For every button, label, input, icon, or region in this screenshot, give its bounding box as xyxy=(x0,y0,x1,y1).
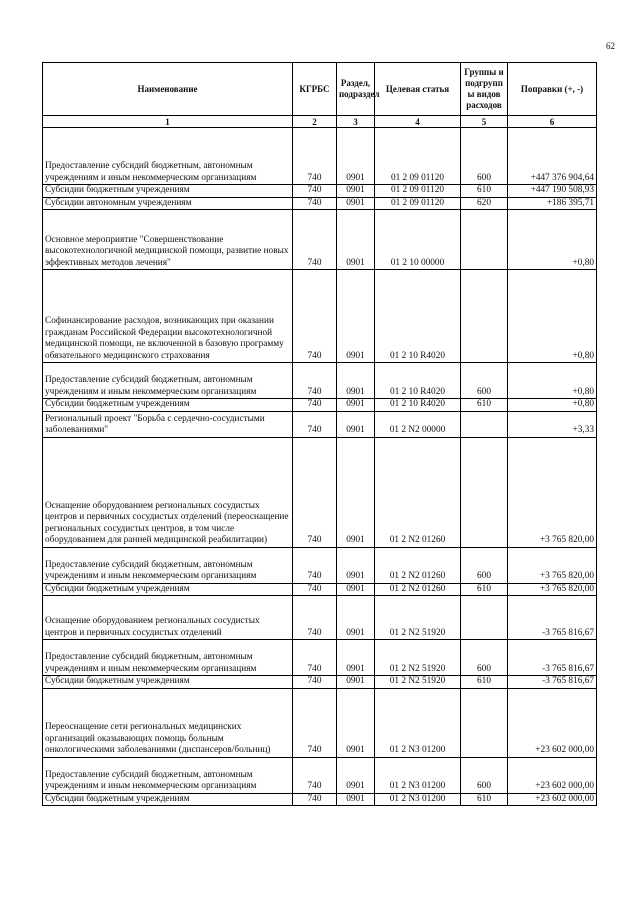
row-expense-group xyxy=(461,411,508,437)
table-body xyxy=(43,128,597,806)
row-section: 0901 xyxy=(337,363,375,399)
row-name: Предоставление субсидий бюджетным, автономным учреждениям и иным некоммерческим организациям xyxy=(43,128,293,185)
row-amendment: +0,80 xyxy=(508,363,597,399)
table-row xyxy=(43,197,597,210)
row-expense-group: 600 xyxy=(461,640,508,676)
row-expense-group: 600 xyxy=(461,547,508,583)
row-name: Предоставление субсидий бюджетным, автономным учреждениям и иным некоммерческим организациям xyxy=(43,640,293,676)
row-kgrbs: 740 xyxy=(293,757,337,793)
row-section: 0901 xyxy=(337,547,375,583)
row-expense-group: 610 xyxy=(461,399,508,412)
row-kgrbs: 740 xyxy=(293,547,337,583)
row-expense-group xyxy=(461,596,508,640)
row-expense-group: 600 xyxy=(461,128,508,185)
row-name: Субсидии бюджетным учреждениям xyxy=(43,399,293,412)
table-row xyxy=(43,363,597,399)
row-section: 0901 xyxy=(337,197,375,210)
row-target-article: 01 2 10 00000 xyxy=(375,210,461,270)
row-expense-group: 600 xyxy=(461,757,508,793)
header-name: Наименование xyxy=(43,63,293,116)
row-target-article: 01 2 N2 51920 xyxy=(375,596,461,640)
row-target-article: 01 2 N2 51920 xyxy=(375,676,461,689)
row-section: 0901 xyxy=(337,210,375,270)
row-kgrbs: 740 xyxy=(293,363,337,399)
column-index: 4 xyxy=(375,116,461,128)
row-name: Переоснащение сети региональных медицинских организаций оказывающих помощь больным онкологическими заболеваниями (диспансеров/больниц) xyxy=(43,688,293,757)
table-row xyxy=(43,640,597,676)
row-target-article: 01 2 09 01120 xyxy=(375,197,461,210)
column-index: 6 xyxy=(508,116,597,128)
row-section: 0901 xyxy=(337,640,375,676)
column-index: 2 xyxy=(293,116,337,128)
row-name: Предоставление субсидий бюджетным, автономным учреждениям и иным некоммерческим организациям xyxy=(43,547,293,583)
row-expense-group xyxy=(461,437,508,547)
row-name: Оснащение оборудованием региональных сосудистых центров и первичных сосудистых отделений (переоснащение региональных сосудистых центров, в том числе оборудованием для ранней медицинской реабилитации) xyxy=(43,437,293,547)
table-row xyxy=(43,270,597,363)
row-expense-group: 600 xyxy=(461,363,508,399)
row-kgrbs: 740 xyxy=(293,270,337,363)
column-index: 1 xyxy=(43,116,293,128)
row-amendment: +23 602 000,00 xyxy=(508,793,597,806)
column-index: 3 xyxy=(337,116,375,128)
row-target-article: 01 2 N2 01260 xyxy=(375,437,461,547)
row-section: 0901 xyxy=(337,596,375,640)
row-name: Субсидии бюджетным учреждениям xyxy=(43,676,293,689)
header-amendments: Поправки (+, -) xyxy=(508,63,597,116)
row-expense-group: 610 xyxy=(461,185,508,198)
column-index: 5 xyxy=(461,116,508,128)
table-row xyxy=(43,437,597,547)
budget-amendments-table xyxy=(42,62,597,806)
row-name: Субсидии бюджетным учреждениям xyxy=(43,793,293,806)
row-section: 0901 xyxy=(337,676,375,689)
row-section: 0901 xyxy=(337,411,375,437)
row-amendment: +3 765 820,00 xyxy=(508,547,597,583)
row-amendment: +447 190 508,93 xyxy=(508,185,597,198)
row-section: 0901 xyxy=(337,128,375,185)
row-amendment: +186 395,71 xyxy=(508,197,597,210)
row-kgrbs: 740 xyxy=(293,411,337,437)
row-amendment: +0,80 xyxy=(508,210,597,270)
row-target-article: 01 2 N3 01200 xyxy=(375,793,461,806)
header-section: Раздел, подраздел xyxy=(337,63,375,116)
row-kgrbs: 740 xyxy=(293,185,337,198)
row-expense-group xyxy=(461,270,508,363)
row-target-article: 01 2 N2 00000 xyxy=(375,411,461,437)
row-section: 0901 xyxy=(337,437,375,547)
row-kgrbs: 740 xyxy=(293,596,337,640)
row-expense-group xyxy=(461,210,508,270)
row-expense-group: 610 xyxy=(461,583,508,596)
row-amendment: +3 765 820,00 xyxy=(508,583,597,596)
row-amendment: +0,80 xyxy=(508,270,597,363)
row-amendment: -3 765 816,67 xyxy=(508,640,597,676)
row-amendment: +447 376 904,64 xyxy=(508,128,597,185)
row-kgrbs: 740 xyxy=(293,128,337,185)
table-row xyxy=(43,128,597,185)
row-name: Предоставление субсидий бюджетным, автономным учреждениям и иным некоммерческим организациям xyxy=(43,757,293,793)
row-target-article: 01 2 10 R4020 xyxy=(375,399,461,412)
table-row xyxy=(43,793,597,806)
row-name: Субсидии бюджетным учреждениям xyxy=(43,185,293,198)
row-kgrbs: 740 xyxy=(293,583,337,596)
row-kgrbs: 740 xyxy=(293,197,337,210)
row-expense-group: 620 xyxy=(461,197,508,210)
row-target-article: 01 2 09 01120 xyxy=(375,128,461,185)
row-name: Предоставление субсидий бюджетным, автономным учреждениям и иным некоммерческим организациям xyxy=(43,363,293,399)
table-row xyxy=(43,399,597,412)
row-kgrbs: 740 xyxy=(293,399,337,412)
row-amendment: +23 602 000,00 xyxy=(508,688,597,757)
row-target-article: 01 2 N2 01260 xyxy=(375,547,461,583)
row-name: Субсидии автономным учреждениям xyxy=(43,197,293,210)
table-row xyxy=(43,757,597,793)
row-kgrbs: 740 xyxy=(293,210,337,270)
row-section: 0901 xyxy=(337,757,375,793)
row-section: 0901 xyxy=(337,583,375,596)
row-amendment: +3 765 820,00 xyxy=(508,437,597,547)
row-kgrbs: 740 xyxy=(293,640,337,676)
row-expense-group: 610 xyxy=(461,676,508,689)
row-section: 0901 xyxy=(337,185,375,198)
row-amendment: +0,80 xyxy=(508,399,597,412)
row-section: 0901 xyxy=(337,399,375,412)
header-expense-group: Группы и подгрупп ы видов расходов xyxy=(461,63,508,116)
row-section: 0901 xyxy=(337,793,375,806)
row-kgrbs: 740 xyxy=(293,793,337,806)
row-kgrbs: 740 xyxy=(293,688,337,757)
table-row xyxy=(43,688,597,757)
row-target-article: 01 2 10 R4020 xyxy=(375,363,461,399)
header-kgrbs: КГРБС xyxy=(293,63,337,116)
row-expense-group xyxy=(461,688,508,757)
table-row xyxy=(43,411,597,437)
header-target-article: Целевая статья xyxy=(375,63,461,116)
row-name: Основное мероприятие "Совершенствование высокотехнологичной медицинской помощи, развитие новых эффективных методов лечения" xyxy=(43,210,293,270)
row-kgrbs: 740 xyxy=(293,676,337,689)
row-expense-group: 610 xyxy=(461,793,508,806)
page-number: 62 xyxy=(606,41,615,51)
row-target-article: 01 2 N2 01260 xyxy=(375,583,461,596)
table-row xyxy=(43,210,597,270)
row-target-article: 01 2 N3 01200 xyxy=(375,688,461,757)
row-section: 0901 xyxy=(337,270,375,363)
row-name: Региональный проект "Борьба с сердечно-сосудистыми заболеваниями" xyxy=(43,411,293,437)
row-target-article: 01 2 N2 51920 xyxy=(375,640,461,676)
row-target-article: 01 2 N3 01200 xyxy=(375,757,461,793)
row-target-article: 01 2 10 R4020 xyxy=(375,270,461,363)
table-row xyxy=(43,596,597,640)
table-row xyxy=(43,185,597,198)
row-amendment: +3,33 xyxy=(508,411,597,437)
table-row xyxy=(43,676,597,689)
row-kgrbs: 740 xyxy=(293,437,337,547)
row-name: Субсидии бюджетным учреждениям xyxy=(43,583,293,596)
row-amendment: -3 765 816,67 xyxy=(508,596,597,640)
row-section: 0901 xyxy=(337,688,375,757)
row-name: Софинансирование расходов, возникающих при оказании гражданам Российской Федерации высокотехнологичной медицинской помощи, не включенной в базовую программу обязательного медицинского страхования xyxy=(43,270,293,363)
row-target-article: 01 2 09 01120 xyxy=(375,185,461,198)
table-row xyxy=(43,547,597,583)
row-amendment: -3 765 816,67 xyxy=(508,676,597,689)
row-amendment: +23 602 000,00 xyxy=(508,757,597,793)
table-row xyxy=(43,583,597,596)
row-name: Оснащение оборудованием региональных сосудистых центров и первичных сосудистых отделений xyxy=(43,596,293,640)
